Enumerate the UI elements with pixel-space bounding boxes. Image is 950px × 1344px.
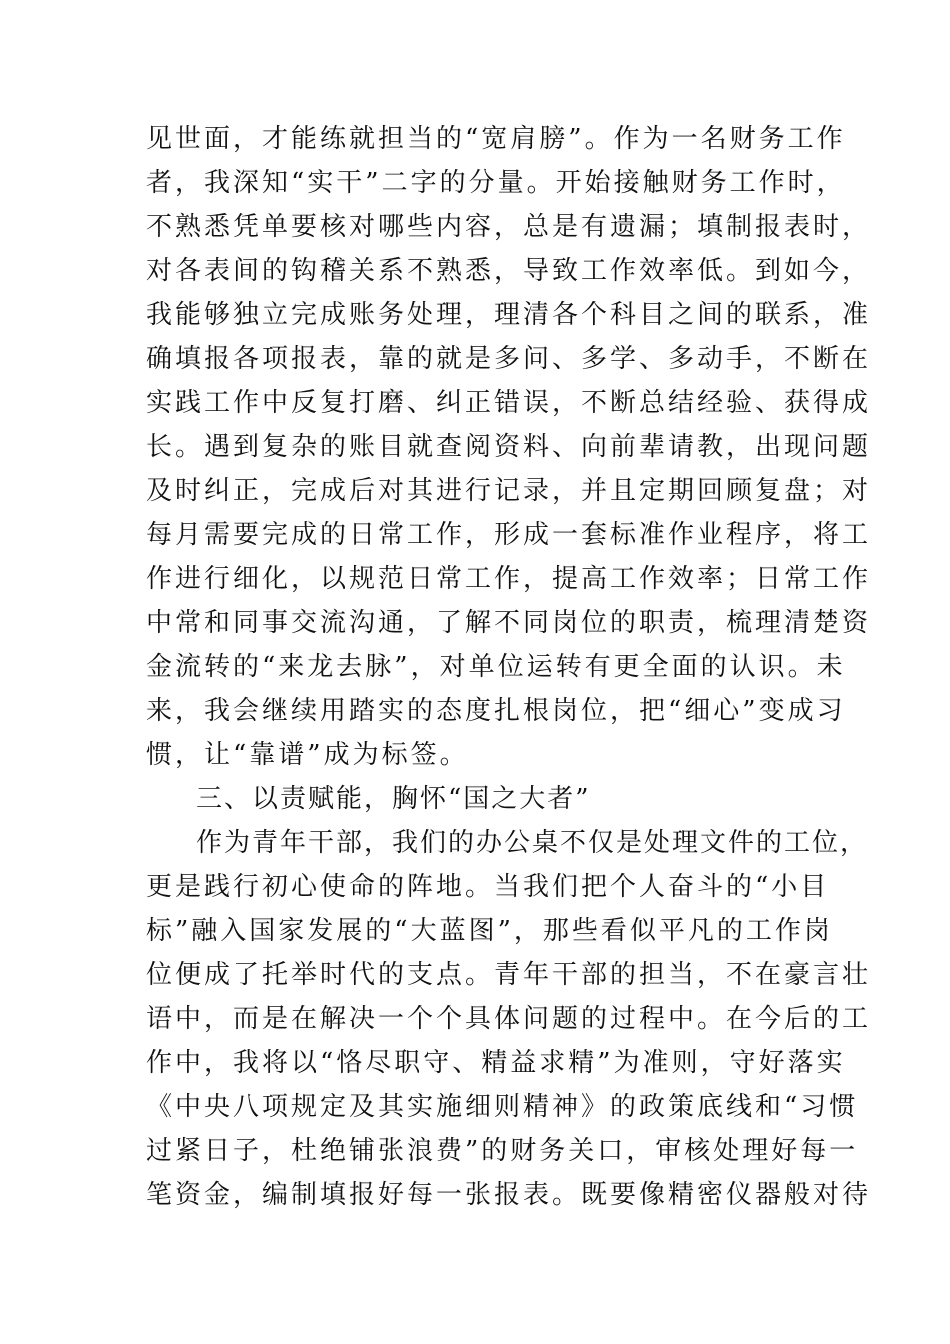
text-line: 实践工作中反复打磨、纠正错误，不断总结经验、获得成 — [146, 388, 872, 418]
text-line: 更是践行初心使命的阵地。当我们把个人奋斗的“小目 — [146, 872, 830, 902]
text-line: 确填报各项报表，靠的就是多问、多学、多动手，不断在 — [146, 344, 872, 374]
text-line: 长。遇到复杂的账目就查阅资料、向前辈请教，出现问题 — [146, 432, 872, 462]
text-line: 中常和同事交流沟通，了解不同岗位的职责，梳理清楚资 — [146, 608, 872, 638]
text-line: 过紧日子，杜绝铺张浪费”的财务关口，审核处理好每一 — [146, 1136, 859, 1166]
text-line: 笔资金，编制填报好每一张报表。既要像精密仪器般对待 — [146, 1180, 872, 1210]
text-line: 位便成了托举时代的支点。青年干部的担当，不在豪言壮 — [146, 960, 872, 990]
text-line: 语中，而是在解决一个个具体问题的过程中。在今后的工 — [146, 1004, 872, 1034]
text-line: 我能够独立完成账务处理，理清各个科目之间的联系，准 — [146, 300, 872, 330]
text-line: 惯，让“靠谱”成为标签。 — [146, 740, 469, 770]
text-line: 作中，我将以“恪尽职守、精益求精”为准则，守好落实 — [146, 1048, 846, 1078]
text-line: 见世面，才能练就担当的“宽肩膀”。作为一名财务工作 — [146, 124, 846, 154]
text-line: 者，我深知“实干”二字的分量。开始接触财务工作时， — [146, 168, 846, 198]
text-line: 作进行细化，以规范日常工作，提高工作效率；日常工作 — [146, 564, 872, 594]
text-line: 对各表间的钩稽关系不熟悉，导致工作效率低。到如今， — [146, 256, 872, 286]
text-line: 标”融入国家发展的“大蓝图”，那些看似平凡的工作岗 — [146, 916, 833, 946]
text-line: 不熟悉凭单要核对哪些内容，总是有遗漏；填制报表时， — [146, 212, 872, 242]
text-line: 来，我会继续用踏实的态度扎根岗位，把“细心”变成习 — [146, 696, 846, 726]
text-line: 及时纠正，完成后对其进行记录，并且定期回顾复盘；对 — [146, 476, 872, 506]
text-line: 作为青年干部，我们的办公桌不仅是处理文件的工位， — [196, 828, 869, 858]
text-line: 《中央八项规定及其实施细则精神》的政策底线和“习惯 — [146, 1092, 859, 1122]
text-line: 金流转的“来龙去脉”，对单位运转有更全面的认识。未 — [146, 652, 846, 682]
text-line: 每月需要完成的日常工作，形成一套标准作业程序，将工 — [146, 520, 872, 550]
section-heading: 三、以责赋能，胸怀“国之大者” — [196, 784, 591, 814]
